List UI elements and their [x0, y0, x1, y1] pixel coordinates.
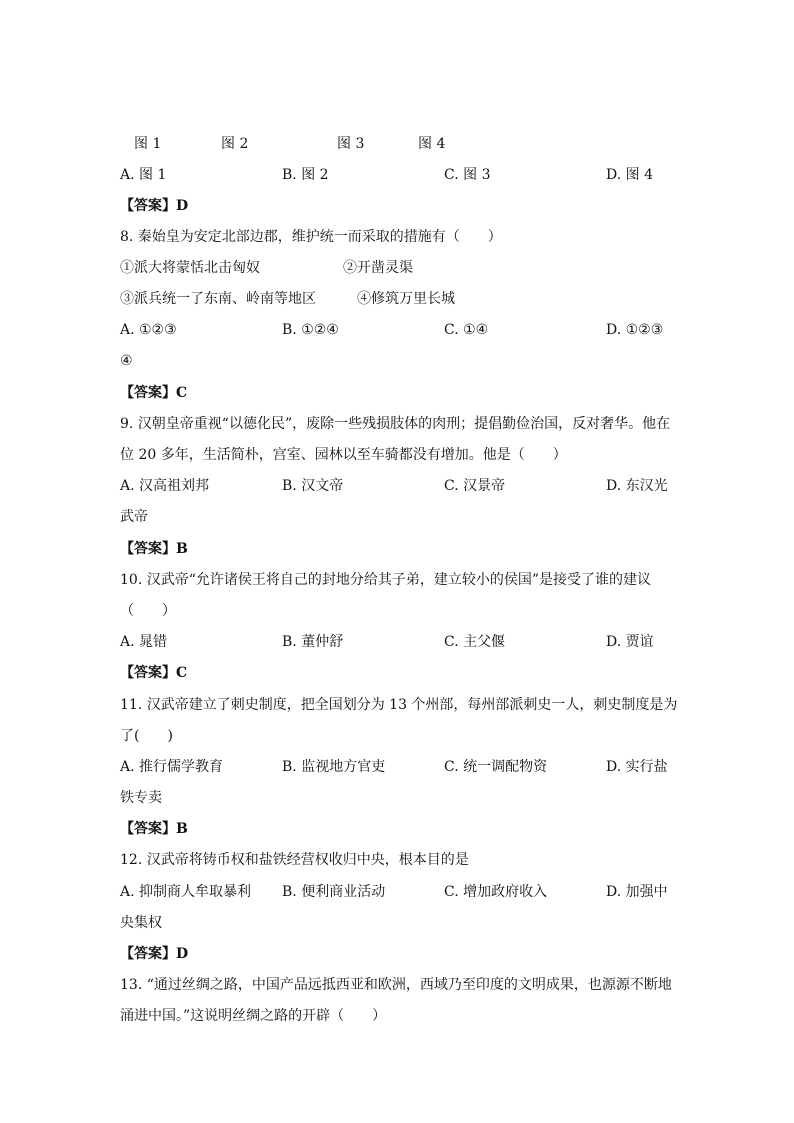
- q7-option-b: B. 图 2: [282, 167, 329, 183]
- q9-option-d: D. 东汉光: [606, 478, 668, 494]
- q12-stem: 12. 汉武帝将铸币权和盐铁经营权收归中央，根本目的是: [120, 852, 469, 868]
- q13-stem-line-2: 涌进中国。”这说明丝绸之路的开辟（ ）: [120, 1008, 387, 1024]
- q8-item-1: ①派大将蒙恬北击匈奴: [120, 260, 260, 276]
- q8-answer: 【答案】C: [120, 385, 188, 401]
- q11-answer: 【答案】B: [120, 821, 188, 837]
- q12-option-d-wrap: 央集权: [120, 915, 162, 931]
- q9-option-b: B. 汉文帝: [282, 478, 344, 494]
- q12-option-c: C. 增加政府收入: [444, 884, 548, 900]
- q8-option-d-wrap: ④: [120, 353, 133, 369]
- q8-option-b: B. ①②④: [282, 322, 339, 338]
- q11-stem-line-1: 11. 汉武帝建立了刺史制度，把全国划分为 13 个州部，每州部派刺史一人，刺史制度是为: [120, 697, 678, 713]
- q7-option-d: D. 图 4: [606, 167, 653, 183]
- q9-option-d-wrap: 武帝: [120, 509, 148, 525]
- figure-label-2: 图 2: [221, 136, 249, 152]
- figure-label-3: 图 3: [337, 136, 365, 152]
- q11-option-d-wrap: 铁专卖: [120, 790, 162, 806]
- q11-option-c: C. 统一调配物资: [444, 759, 548, 775]
- q8-option-d: D. ①②③: [606, 322, 664, 338]
- q7-option-a: A. 图 1: [120, 167, 167, 183]
- q12-option-d: D. 加强中: [606, 884, 668, 900]
- q8-stem: 8. 秦始皇为安定北部边郡，维护统一而采取的措施有（ ）: [120, 229, 502, 245]
- q10-option-d: D. 贾谊: [606, 634, 654, 650]
- q12-answer: 【答案】D: [120, 946, 189, 962]
- figure-label-4: 图 4: [418, 136, 446, 152]
- q12-option-b: B. 便利商业活动: [282, 884, 386, 900]
- q9-stem-line-1: 9. 汉朝皇帝重视“以德化民”，废除一些残损肢体的肉刑；提倡勤俭治国，反对奢华。他在: [120, 416, 671, 432]
- q11-option-a: A. 推行儒学教育: [120, 759, 224, 775]
- q9-option-a: A. 汉高祖刘邦: [120, 478, 210, 494]
- q7-option-c: C. 图 3: [444, 167, 491, 183]
- q9-answer: 【答案】B: [120, 541, 188, 557]
- q8-item-2: ②开凿灵渠: [343, 260, 413, 276]
- q9-option-c: C. 汉景帝: [444, 478, 506, 494]
- q12-option-a: A. 抑制商人牟取暴利: [120, 884, 252, 900]
- q11-option-d: D. 实行盐: [606, 759, 668, 775]
- q13-stem-line-1: 13. “通过丝绸之路，中国产品远抵西亚和欧洲，西域乃至印度的文明成果，也源源不断地: [120, 977, 672, 993]
- q8-item-3: ③派兵统一了东南、岭南等地区: [120, 291, 316, 307]
- q10-stem-line-2: （ ）: [120, 603, 176, 619]
- q11-stem-line-2: 了( ): [120, 728, 173, 744]
- q10-option-b: B. 董仲舒: [282, 634, 344, 650]
- q11-option-b: B. 监视地方官吏: [282, 759, 386, 775]
- q10-option-a: A. 晁错: [120, 634, 168, 650]
- q9-stem-line-2: 位 20 多年，生活简朴，宫室、园林以至车骑都没有增加。他是（ ）: [120, 447, 567, 463]
- q7-answer: 【答案】D: [120, 198, 189, 214]
- q10-stem-line-1: 10. 汉武帝“允许诸侯王将自己的封地分给其子弟，建立较小的侯国”是接受了谁的建议: [120, 572, 652, 588]
- q10-answer: 【答案】C: [120, 665, 188, 681]
- q8-option-a: A. ①②③: [120, 322, 177, 338]
- q8-item-4: ④修筑万里长城: [357, 291, 455, 307]
- q10-option-c: C. 主父偃: [444, 634, 506, 650]
- q8-option-c: C. ①④: [444, 322, 489, 338]
- figure-label-1: 图 1: [134, 136, 162, 152]
